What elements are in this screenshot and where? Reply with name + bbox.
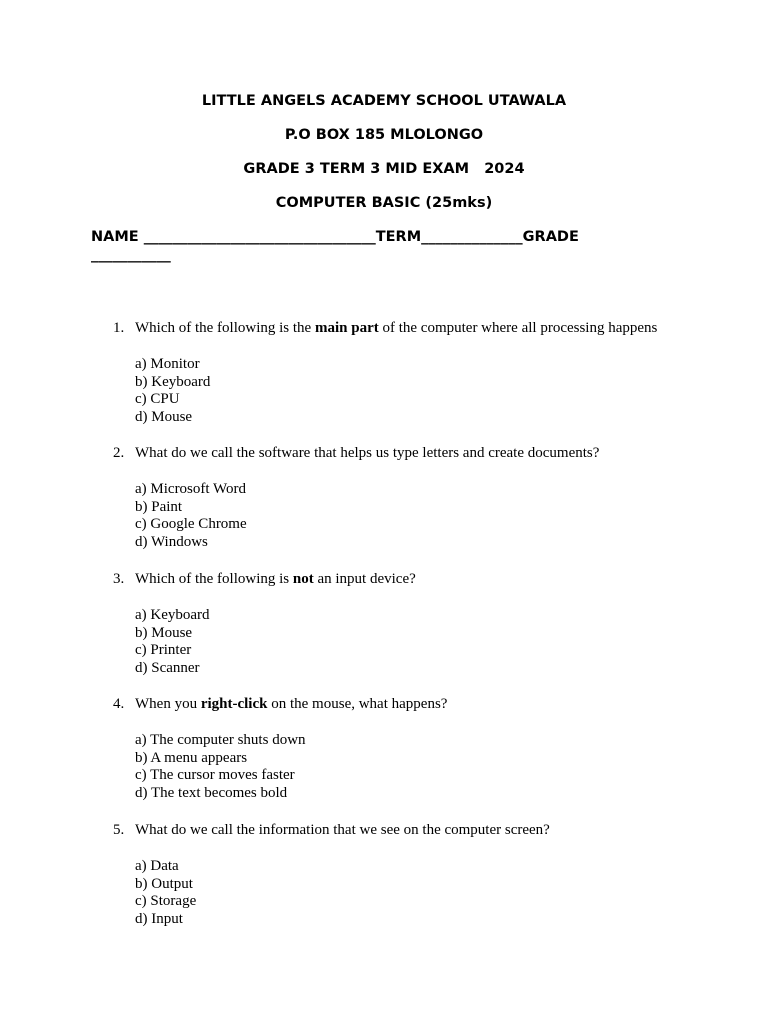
question-number: 2.	[113, 445, 125, 461]
student-fields-line: NAME ________________________________TERM______________GRADE	[91, 229, 579, 245]
option-d: d) Windows	[135, 534, 208, 551]
school-name: LITTLE ANGELS ACADEMY SCHOOL UTAWALA	[201, 93, 567, 109]
subject-title: COMPUTER BASIC (25mks)	[275, 195, 493, 211]
school-address: P.O BOX 185 MLOLONGO	[284, 127, 484, 143]
question-text-part: Which of the following is the	[135, 320, 315, 336]
question-text-part: on the mouse, what happens?	[267, 696, 448, 712]
question-number: 1.	[113, 320, 125, 336]
question-text-part: When you	[135, 696, 201, 712]
question-text-part: What do we call the software that helps us type letters and create documents?	[135, 445, 600, 461]
option-c: c) Google Chrome	[135, 516, 247, 533]
option-list	[135, 858, 196, 929]
option-a: a) The computer shuts down	[135, 732, 306, 748]
option-a: a) Monitor	[135, 356, 200, 372]
option-b: b) Keyboard	[135, 373, 211, 390]
question-text-part: What do we call the information that we see on the computer screen?	[135, 822, 550, 838]
question-text	[135, 445, 599, 463]
student-fields-continuation: ___________	[91, 247, 171, 263]
question-text-emphasis: main part	[314, 320, 379, 336]
option-b: b) Output	[135, 875, 193, 892]
question-text-part: an input device?	[313, 571, 416, 587]
option-a: a) Keyboard	[135, 607, 210, 623]
question-text	[135, 571, 416, 589]
question-text	[135, 320, 657, 338]
question-number: 4.	[113, 696, 125, 712]
question-text-part: of the computer where all processing happens	[378, 320, 658, 336]
question-text-emphasis: right-click	[200, 696, 268, 712]
option-d: d) Scanner	[135, 660, 200, 677]
option-d: d) Mouse	[135, 409, 193, 426]
question-number: 3.	[113, 571, 125, 587]
option-c: c) The cursor moves faster	[135, 767, 295, 784]
question-text-part: Which of the following is	[135, 571, 293, 587]
question-text-emphasis: not	[292, 571, 314, 587]
question-text	[135, 822, 550, 840]
option-a: a) Data	[135, 858, 179, 874]
option-d: d) Input	[135, 911, 183, 928]
question-text	[135, 696, 447, 714]
option-d: d) The text becomes bold	[135, 785, 288, 802]
option-b: b) Paint	[135, 498, 183, 515]
option-list	[135, 356, 210, 427]
option-b: b) A menu appears	[135, 749, 248, 766]
option-c: c) Printer	[135, 642, 192, 659]
option-b: b) Mouse	[135, 624, 193, 641]
option-c: c) CPU	[135, 391, 180, 408]
option-c: c) Storage	[135, 893, 197, 910]
exam-title: GRADE 3 TERM 3 MID EXAM 2024	[243, 161, 525, 177]
option-list	[135, 607, 210, 678]
option-list	[135, 732, 306, 803]
option-list	[135, 481, 247, 552]
question-number: 5.	[113, 822, 125, 838]
option-a: a) Microsoft Word	[135, 481, 246, 497]
